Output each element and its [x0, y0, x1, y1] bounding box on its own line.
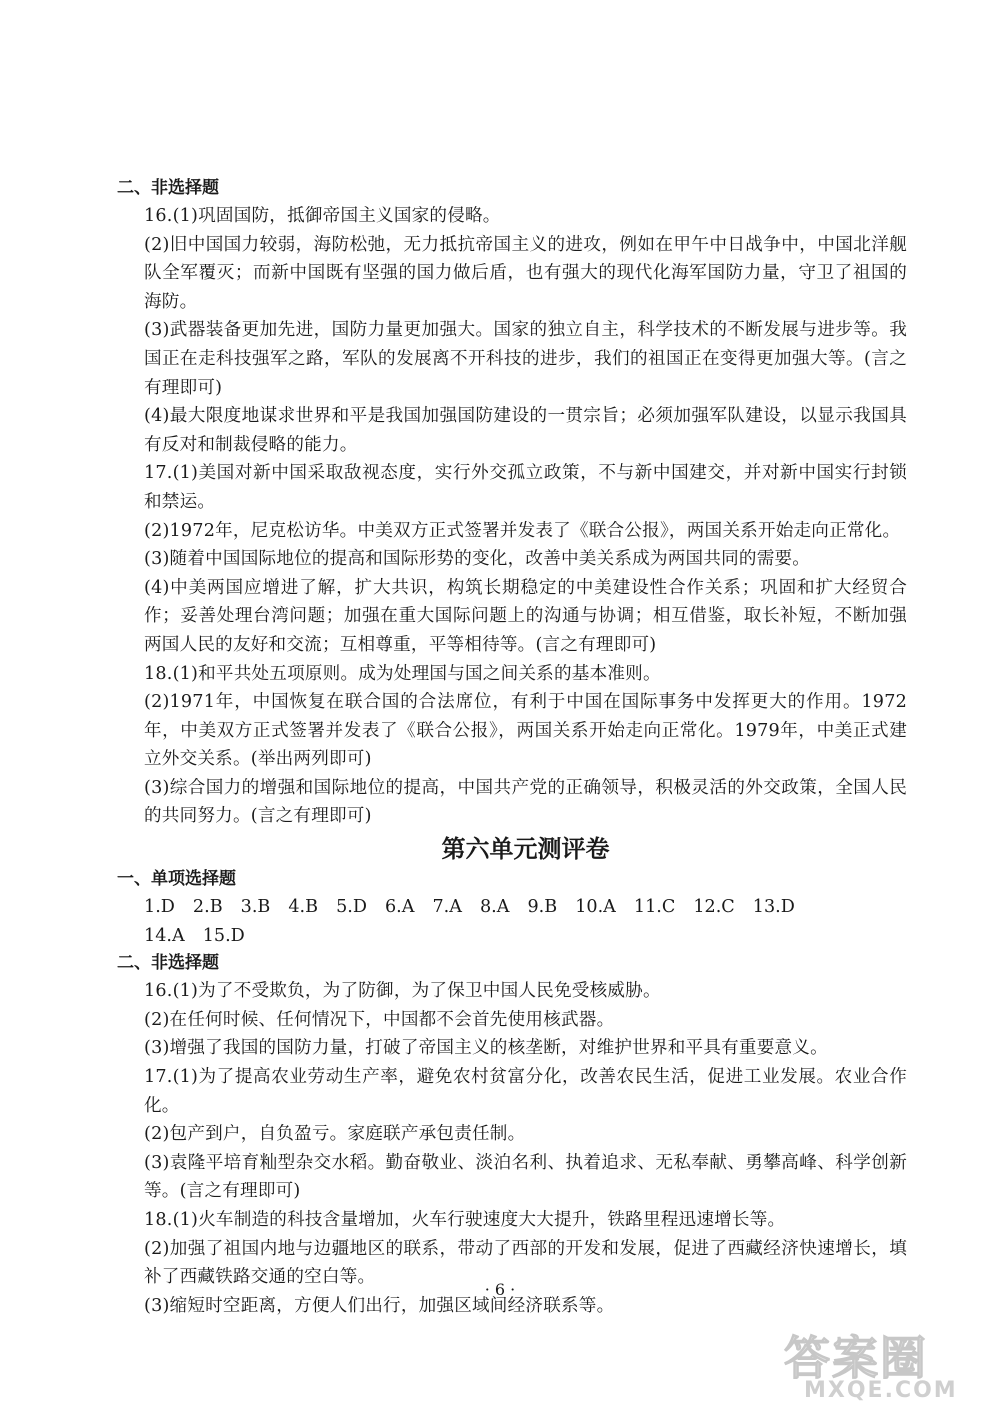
unit-title: 第六单元测评卷: [441, 835, 610, 864]
answer-paragraph: (2)1972年，尼克松访华。中美双方正式签署并发表了《联合公报》，两国关系开始走向正常化。: [144, 520, 901, 541]
answer-paragraph: (2)包产到户，自负盈亏。家庭联产承包责任制。: [144, 1124, 526, 1145]
mc-answer: 10.A: [575, 897, 616, 918]
answer-paragraph: (2)1971年，中国恢复在联合国的合法席位，有利于中国在国际事务中发挥更大的作用。1972年，中美双方正式签署并发表了《联合公报》，两国关系开始走向正常化。1979年，中美正式建立外交关系。(举出两列即可): [144, 692, 907, 770]
mc-answer: 3.B: [240, 897, 271, 918]
mc-answer: 4.B: [288, 897, 319, 918]
mc-answer: 15.D: [202, 925, 245, 946]
page-content: [117, 175, 907, 1320]
unit6-answers: [117, 977, 907, 1320]
mc-answer: 14.A: [144, 925, 185, 946]
mc-answer: 6.A: [384, 897, 415, 918]
section1-answers: [117, 202, 907, 831]
answer-paragraph: 17.(1)美国对新中国采取敌视态度，实行外交孤立政策，不与新中国建交，并对新中国实行封锁和禁运。: [144, 463, 907, 512]
mc-answer: 8.A: [479, 897, 510, 918]
watermark-logo: [784, 1322, 974, 1406]
section-heading-nonchoice: 二、非选择题: [117, 178, 219, 198]
answer-paragraph: 17.(1)为了提高农业劳动生产率，避免农村贫富分化，改善农民生活，促进工业发展。农业合作化。: [144, 1067, 907, 1116]
mc-answer: 7.A: [432, 897, 462, 918]
answer-paragraph: (4)中美两国应增进了解，扩大共识，构筑长期稳定的中美建设性合作关系；巩固和扩大经贸合作；妥善处理台湾问题；加强在重大国际问题上的沟通与协调；相互借鉴，取长补短，不断加强两国人民的友好和交流；互相尊重，平等相待等。(言之有理即可): [144, 577, 907, 655]
section-heading-nonchoice: 二、非选择题: [117, 953, 219, 974]
answer-paragraph: 16.(1)巩固国防，抵御帝国主义国家的侵略。: [144, 206, 501, 226]
answer-paragraph: (3)综合国力的增强和国际地位的提高，中国共产党的正确领导，积极灵活的外交政策，全国人民的共同努力。(言之有理即可): [144, 777, 907, 827]
answer-paragraph: (2)加强了祖国内地与边疆地区的联系，带动了西部的开发和发展，促进了西藏经济快速增长，填补了西藏铁路交通的空白等。: [144, 1238, 907, 1288]
mc-answer: 9.B: [527, 897, 558, 918]
section-heading-multiple-choice: 一、单项选择题: [117, 869, 236, 890]
mc-answer: 2.B: [192, 897, 223, 918]
answer-paragraph: (3)袁隆平培育籼型杂交水稻。勤奋敬业、淡泊名利、执着追求、无私奉献、勇攀高峰、科学创新等。(言之有理即可): [144, 1152, 907, 1202]
watermark-url: MXQE.COM: [804, 1378, 958, 1403]
multiple-choice-answers: [117, 893, 907, 950]
answer-paragraph: (3)缩短时空距离，方便人们出行，加强区域间经济联系等。: [144, 1295, 615, 1316]
answer-paragraph: (2)旧中国国力较弱，海防松弛，无力抵抗帝国主义的进攻，例如在甲午中日战争中，中国北洋舰队全军覆灭；而新中国既有坚强的国力做后盾，也有强大的现代化海军国防力量，守卫了祖国的海防。: [144, 234, 907, 312]
page-number: · 6 ·: [484, 1280, 516, 1299]
answer-paragraph: 18.(1)和平共处五项原则。成为处理国与国之间关系的基本准则。: [144, 663, 661, 684]
watermark-text: 答案圈: [784, 1331, 928, 1385]
mc-answer: 12.C: [693, 897, 735, 918]
answer-paragraph: (3)武器装备更加先进，国防力量更加强大。国家的独立自主，科学技术的不断发展与进步等。我国正在走科技强军之路，军队的发展离不开科技的进步，我们的祖国正在变得更加强大等。(言之有理即可): [144, 320, 907, 398]
answer-paragraph: (2)在任何时候、任何情况下，中国都不会首先使用核武器。: [144, 1009, 615, 1030]
answer-paragraph: (3)随着中国国际地位的提高和国际形势的变化，改善中美关系成为两国共同的需要。: [144, 549, 811, 570]
answer-paragraph: (4)最大限度地谋求世界和平是我国加强国防建设的一贯宗旨；必须加强军队建设，以显示我国具有反对和制裁侵略的能力。: [144, 406, 907, 455]
answer-paragraph: 18.(1)火车制造的科技含量增加，火车行驶速度大大提升，铁路里程迅速增长等。: [144, 1210, 786, 1230]
answer-paragraph: 16.(1)为了不受欺负，为了防御，为了保卫中国人民免受核威胁。: [144, 981, 661, 1002]
mc-answer: 11.C: [633, 897, 676, 918]
answer-paragraph: (3)增强了我国的国防力量，打破了帝国主义的核垄断，对维护世界和平具有重要意义。: [144, 1038, 828, 1059]
mc-answer: 5.D: [336, 897, 367, 918]
mc-answer: 1.D: [144, 897, 175, 918]
mc-answer: 13.D: [752, 897, 795, 918]
